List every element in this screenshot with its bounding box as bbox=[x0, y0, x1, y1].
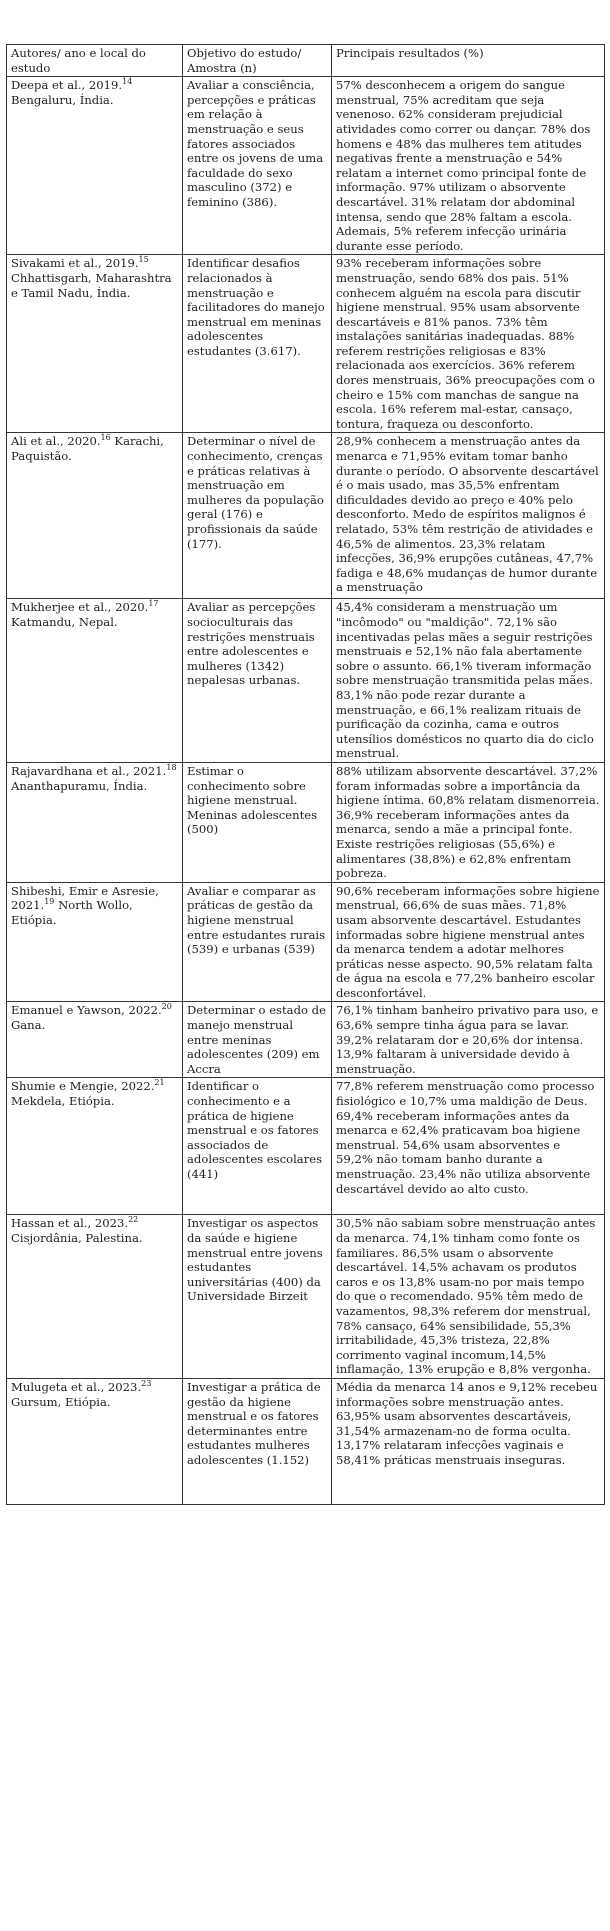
study-results: 76,1% tinham banheiro privativo para uso, e 63,6% sempre tinha água para se lavar. 39,2% relataram dor e 20,6% dor intensa. 13,9% faltaram à universidade devido à menstruação. bbox=[332, 1002, 605, 1078]
study-objective: Identificar o conhecimento e a prática de higiene menstrual e os fatores associados de adolescentes escolares (441) bbox=[183, 1078, 332, 1215]
study-objective: Avaliar as percepções socioculturais das restrições menstruais entre adolescentes e mulheres (1342) nepalesas urbanas. bbox=[183, 599, 332, 763]
study-objective: Investigar a prática de gestão da higiene menstrual e os fatores determinantes entre estudantes mulheres adolescentes (1.152) bbox=[183, 1378, 332, 1504]
study-authors-cell bbox=[7, 1078, 183, 1215]
study-results: 45,4% consideram a menstruação um "incômodo" ou "maldição". 72,1% são incentivadas pelas mães a seguir restrições menstruais e 52,1% não fala abertamente sobre o assunto. 66,1% tiveram informação sobre menstruação transmitida pelas mães. 83,1% não pode rezar durante a menstruação, e 66,1% realizam rituais de purificação da cozinha, cama e outros utensílios domésticos no quarto dia do ciclo menstrual. bbox=[332, 599, 605, 763]
study-author: Rajavardhana et al., 2021. bbox=[11, 763, 167, 778]
header-authors: Autores/ ano e local do estudo bbox=[7, 45, 183, 77]
table-row bbox=[7, 1002, 605, 1078]
study-results: 93% receberam informações sobre menstruação, sendo 68% dos pais. 51% conhecem alguém na escola para discutir higiene menstrual. 95% usam absorvente descartáveis e 81% panos. 73% têm instalações sanitárias inadequadas. 88% referem restrições religiosas e 83% relacionada aos exercícios. 36% referem dores menstruais, 36% preocupações com o cheiro e 15% com manchas de sangue na escola. 16% referem mal-estar, cansaço, tontura, fraqueza ou desconforto. bbox=[332, 255, 605, 433]
study-authors-cell bbox=[7, 1002, 183, 1078]
study-results: 28,9% conhecem a menstruação antes da menarca e 71,95% evitam tomar banho durante o período. O absorvente descartável é o mais usado, mas 35,5% enfrentam dificuldades devido ao preço e 40% pelo desconforto. Medo de espíritos malignos é relatado, 53% têm restrição de atividades e 46,5% de alimentos. 23,3% relatam infecções, 36,9% erupções cutâneas, 47,7% fadiga e 48,6% mudanças de humor durante a menstruação bbox=[332, 433, 605, 599]
study-authors-cell bbox=[7, 1378, 183, 1504]
reference-number: 15 bbox=[138, 255, 149, 265]
study-location: Ananthapuramu, Índia. bbox=[11, 778, 148, 793]
study-author: Sivakami et al., 2019. bbox=[11, 256, 139, 271]
reference-number: 16 bbox=[100, 433, 111, 443]
reference-number: 23 bbox=[141, 1379, 152, 1389]
table-row bbox=[7, 1078, 605, 1215]
study-results: 77,8% referem menstruação como processo fisiológico e 10,7% uma maldição de Deus. 69,4% receberam informações antes da menarca e 62,4% praticavam boa higiene menstrual. 54,6% usam absorventes e 59,2% não tomam banho durante a menstruação. 23,4% não utiliza absorvente descartável devido ao alto custo. bbox=[332, 1078, 605, 1215]
reference-number: 20 bbox=[161, 1002, 172, 1012]
table-row bbox=[7, 1378, 605, 1504]
study-results: 90,6% receberam informações sobre higiene menstrual, 66,6% de suas mães. 71,8% usam absorvente descartável. Estudantes informadas sobre higiene menstrual antes da menarca tendem a adotar melhores práticas nesse aspecto. 90,5% relatam falta de água na escola e 77,2% banheiro escolar desconfortável. bbox=[332, 882, 605, 1002]
study-results: 88% utilizam absorvente descartável. 37,2% foram informadas sobre a importância da higiene íntima. 60,8% relatam dismenorreia. 36,9% receberam informações antes da menarca, sendo a mãe a principal fonte. Existe restrições religiosas (55,6%) e alimentares (38,8%) e 62,8% enfrentam pobreza. bbox=[332, 762, 605, 882]
study-authors-cell bbox=[7, 882, 183, 1002]
study-location: Karachi, Paquistão. bbox=[11, 434, 164, 464]
study-authors-cell bbox=[7, 77, 183, 255]
study-results: 57% desconhecem a origem do sangue menstrual, 75% acreditam que seja venenoso. 62% consideram prejudicial atividades como correr ou dançar. 78% dos homens e 48% das mulheres tem atitudes negativas frente a menstruação e 54% relatam a internet como principal fonte de informação. 97% utilizam o absorvente descartável. 31% relatam dor abdominal intensa, sendo que 28% faltam a escola. Ademais, 5% referem infecção urinária durante esse período. bbox=[332, 77, 605, 255]
reference-number: 18 bbox=[166, 763, 177, 773]
study-objective: Avaliar e comparar as práticas de gestão da higiene menstrual entre estudantes rurais (539) e urbanas (539) bbox=[183, 882, 332, 1002]
study-objective: Determinar o estado de manejo menstrual entre meninas adolescentes (209) em Accra bbox=[183, 1002, 332, 1078]
study-authors-cell bbox=[7, 762, 183, 882]
study-objective: Investigar os aspectos da saúde e higiene menstrual entre jovens estudantes universitárias (400) da Universidade Birzeit bbox=[183, 1215, 332, 1379]
header-objective: Objetivo do estudo/ Amostra (n) bbox=[183, 45, 332, 77]
reference-number: 14 bbox=[122, 77, 133, 87]
study-author: Shumie e Mengie, 2022. bbox=[11, 1079, 155, 1094]
study-authors-cell bbox=[7, 599, 183, 763]
reference-number: 21 bbox=[154, 1078, 165, 1088]
study-author: Hassan et al., 2023. bbox=[11, 1216, 129, 1231]
study-results: 30,5% não sabiam sobre menstruação antes da menarca. 74,1% tinham como fonte os familiares. 86,5% usam o absorvente descartável. 14,5% achavam os produtos caros e os 13,8% usam-no por mais tempo do que o recomendado. 95% têm medo de vazamentos, 98,3% referem dor menstrual, 78% cansaço, 64% sensibilidade, 55,3% irritabilidade, 45,3% tristeza, 22,8% corrimento vaginal incomum,14,5% inflamação, 13% erupção e 8,8% vergonha. bbox=[332, 1215, 605, 1379]
study-author: Mukherjee et al., 2020. bbox=[11, 600, 149, 615]
study-authors-cell bbox=[7, 433, 183, 599]
table-body bbox=[7, 77, 605, 1505]
study-location: North Wollo, Etiópia. bbox=[11, 898, 133, 927]
table-header-row bbox=[7, 45, 605, 77]
table-row bbox=[7, 762, 605, 882]
study-objective: Determinar o nível de conhecimento, crenças e práticas relativas à menstruação em mulheres da população geral (176) e profissionais da saúde (177). bbox=[183, 433, 332, 599]
reference-number: 22 bbox=[128, 1215, 139, 1225]
study-author: Shibeshi, Emir e Asresie, 2021. bbox=[11, 883, 159, 913]
study-objective: Estimar o conhecimento sobre higiene menstrual. Meninas adolescentes (500) bbox=[183, 762, 332, 882]
study-author: Ali et al., 2020. bbox=[11, 434, 101, 449]
table-row bbox=[7, 77, 605, 255]
study-location: Cisjordânia, Palestina. bbox=[11, 1231, 143, 1246]
table-row bbox=[7, 1215, 605, 1379]
study-authors-cell bbox=[7, 255, 183, 433]
study-location: Katmandu, Nepal. bbox=[11, 615, 118, 630]
study-objective: Avaliar a consciência, percepções e práticas em relação à menstruação e seus fatores associados entre os jovens de uma faculdade do sexo masculino (372) e feminino (386). bbox=[183, 77, 332, 255]
studies-table bbox=[6, 44, 605, 1505]
table-row bbox=[7, 882, 605, 1002]
study-location: Gana. bbox=[11, 1018, 46, 1033]
table-row bbox=[7, 433, 605, 599]
study-location: Mekdela, Etiópia. bbox=[11, 1094, 115, 1109]
table-row bbox=[7, 599, 605, 763]
table-row bbox=[7, 255, 605, 433]
study-author: Deepa et al., 2019. bbox=[11, 78, 123, 93]
study-authors-cell bbox=[7, 1215, 183, 1379]
reference-number: 19 bbox=[44, 897, 55, 907]
header-results: Principais resultados (%) bbox=[332, 45, 605, 77]
reference-number: 17 bbox=[148, 599, 159, 609]
study-objective: Identificar desafios relacionados à menstruação e facilitadores do manejo menstrual em meninas adolescentes estudantes (3.617). bbox=[183, 255, 332, 433]
study-location: Gursum, Etiópia. bbox=[11, 1394, 111, 1409]
study-author: Mulugeta et al., 2023. bbox=[11, 1379, 142, 1394]
study-location: Bengaluru, Índia. bbox=[11, 92, 114, 107]
study-location: Chhattisgarh, Maharashtra e Tamil Nadu, Índia. bbox=[11, 270, 172, 300]
study-results: Média da menarca 14 anos e 9,12% recebeu informações sobre menstruação antes. 63,95% usam absorventes descartáveis, 31,54% armazenam-no de forma oculta. 13,17% relataram infecções vaginais e 58,41% práticas menstruais inseguras. bbox=[332, 1378, 605, 1504]
study-author: Emanuel e Yawson, 2022. bbox=[11, 1003, 162, 1018]
